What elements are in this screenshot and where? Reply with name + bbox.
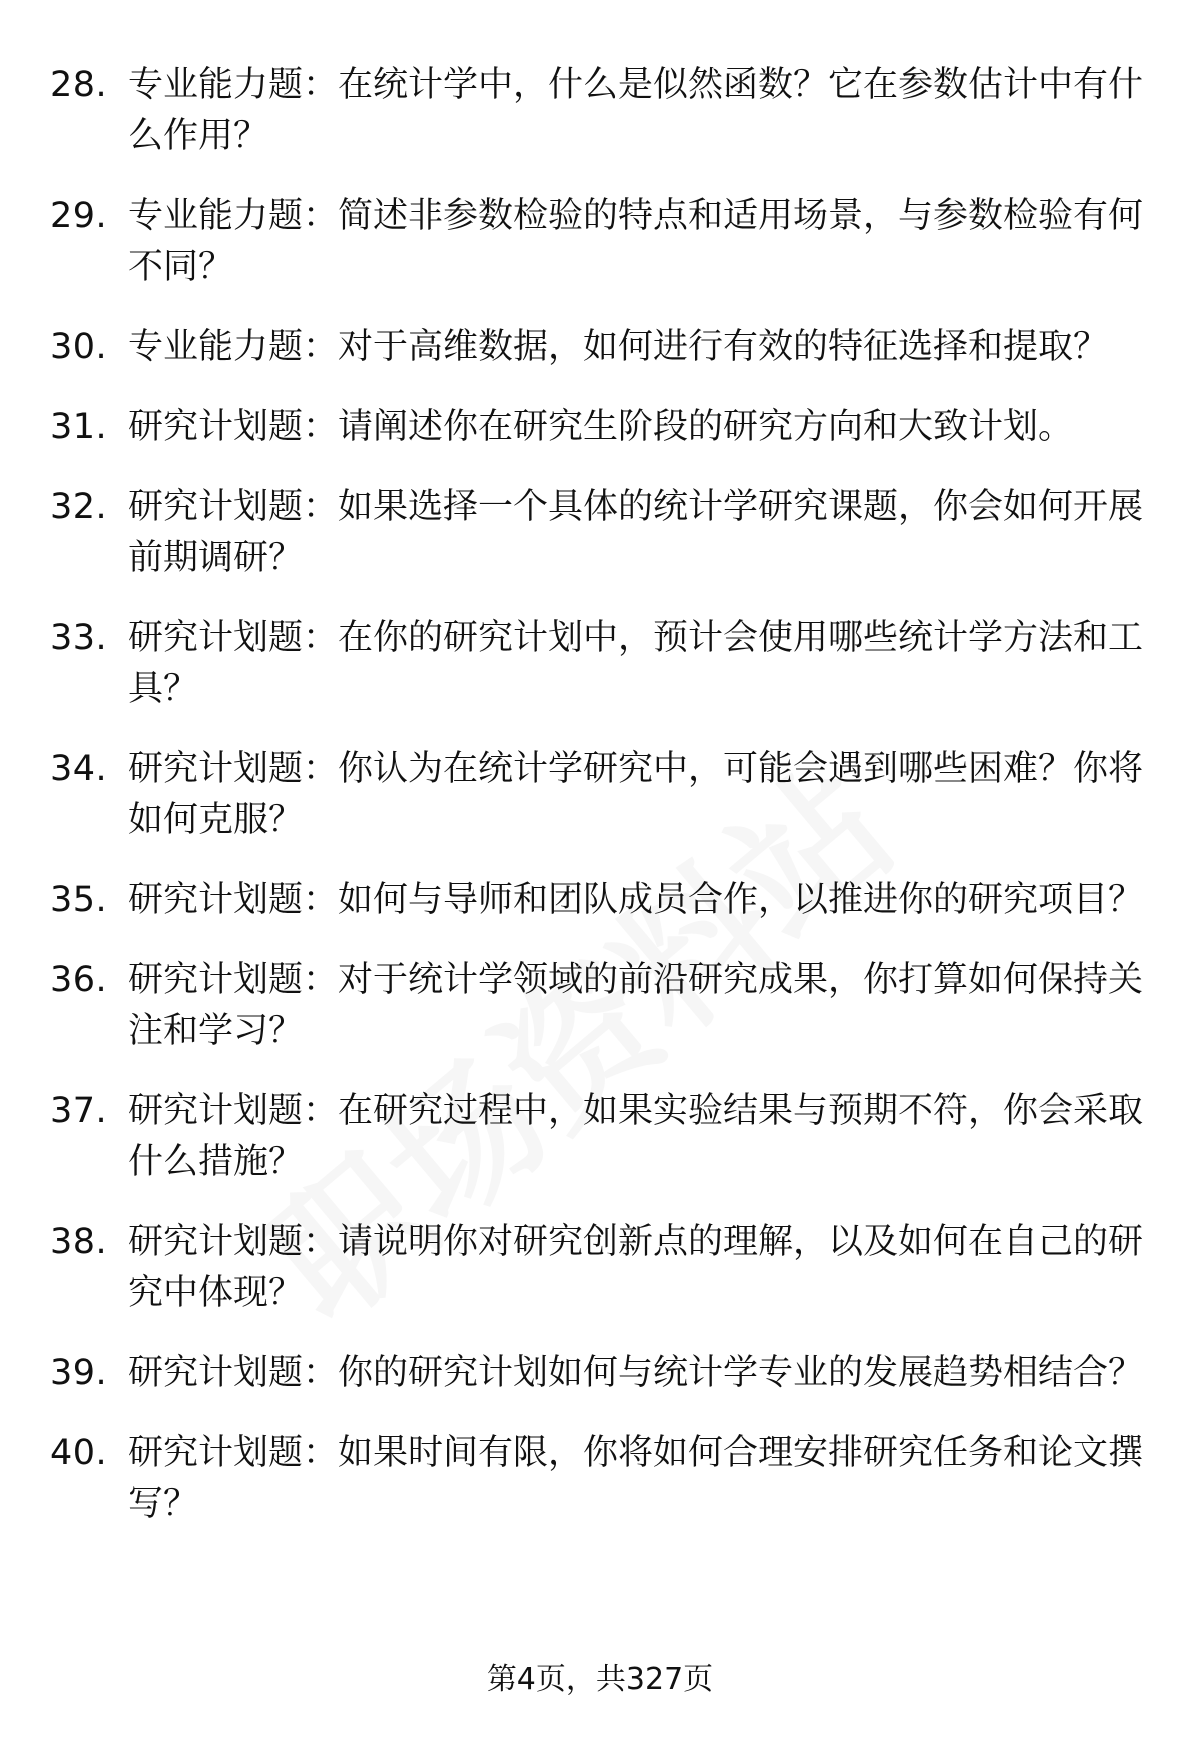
question-text: 研究计划题：请阐述你在研究生阶段的研究方向和大致计划。 <box>128 407 1074 447</box>
question-text: 专业能力题：在统计学中，什么是似然函数？它在参数估计中有什么作用？ <box>128 65 1144 156</box>
question-number: 30. <box>50 327 108 367</box>
question-number: 29. <box>50 196 108 236</box>
question-text: 专业能力题：简述非参数检验的特点和适用场景，与参数检验有何不同？ <box>128 196 1144 287</box>
question-text: 研究计划题：如何与导师和团队成员合作，以推进你的研究项目？ <box>128 880 1144 920</box>
list-item <box>50 191 1150 293</box>
question-text: 研究计划题：你认为在统计学研究中，可能会遇到哪些困难？你将如何克服？ <box>128 749 1144 840</box>
question-number: 35. <box>50 880 108 920</box>
question-number: 31. <box>50 407 108 447</box>
question-text: 研究计划题：你的研究计划如何与统计学专业的发展趋势相结合？ <box>128 1353 1144 1393</box>
list-item <box>50 60 1150 162</box>
question-number: 37. <box>50 1091 108 1131</box>
question-number: 28. <box>50 65 108 105</box>
list-item <box>50 322 1150 373</box>
question-number: 40. <box>50 1433 108 1473</box>
list-item <box>50 1086 1150 1188</box>
question-number: 39. <box>50 1353 108 1393</box>
page-footer <box>0 1660 1200 1700</box>
question-text: 研究计划题：在研究过程中，如果实验结果与预期不符，你会采取什么措施？ <box>128 1091 1144 1182</box>
question-text: 研究计划题：对于统计学领域的前沿研究成果，你打算如何保持关注和学习？ <box>128 960 1144 1051</box>
list-item <box>50 482 1150 584</box>
question-text: 研究计划题：在你的研究计划中，预计会使用哪些统计学方法和工具？ <box>128 618 1144 709</box>
list-item <box>50 613 1150 715</box>
list-item <box>50 744 1150 846</box>
question-list <box>50 60 1150 1559</box>
question-number: 36. <box>50 960 108 1000</box>
question-number: 33. <box>50 618 108 658</box>
question-text: 研究计划题：如果时间有限，你将如何合理安排研究任务和论文撰写？ <box>128 1433 1144 1524</box>
question-text: 专业能力题：对于高维数据，如何进行有效的特征选择和提取？ <box>128 327 1109 367</box>
question-number: 32. <box>50 487 108 527</box>
list-item <box>50 955 1150 1057</box>
question-number: 38. <box>50 1222 108 1262</box>
list-item <box>50 1428 1150 1530</box>
list-item <box>50 1348 1150 1399</box>
list-item <box>50 1217 1150 1319</box>
question-text: 研究计划题：如果选择一个具体的统计学研究课题，你会如何开展前期调研？ <box>128 487 1144 578</box>
list-item <box>50 402 1150 453</box>
question-number: 34. <box>50 749 108 789</box>
page-number-label: 第4页，共327页 <box>486 1662 714 1697</box>
list-item <box>50 875 1150 926</box>
question-text: 研究计划题：请说明你对研究创新点的理解，以及如何在自己的研究中体现？ <box>128 1222 1144 1313</box>
